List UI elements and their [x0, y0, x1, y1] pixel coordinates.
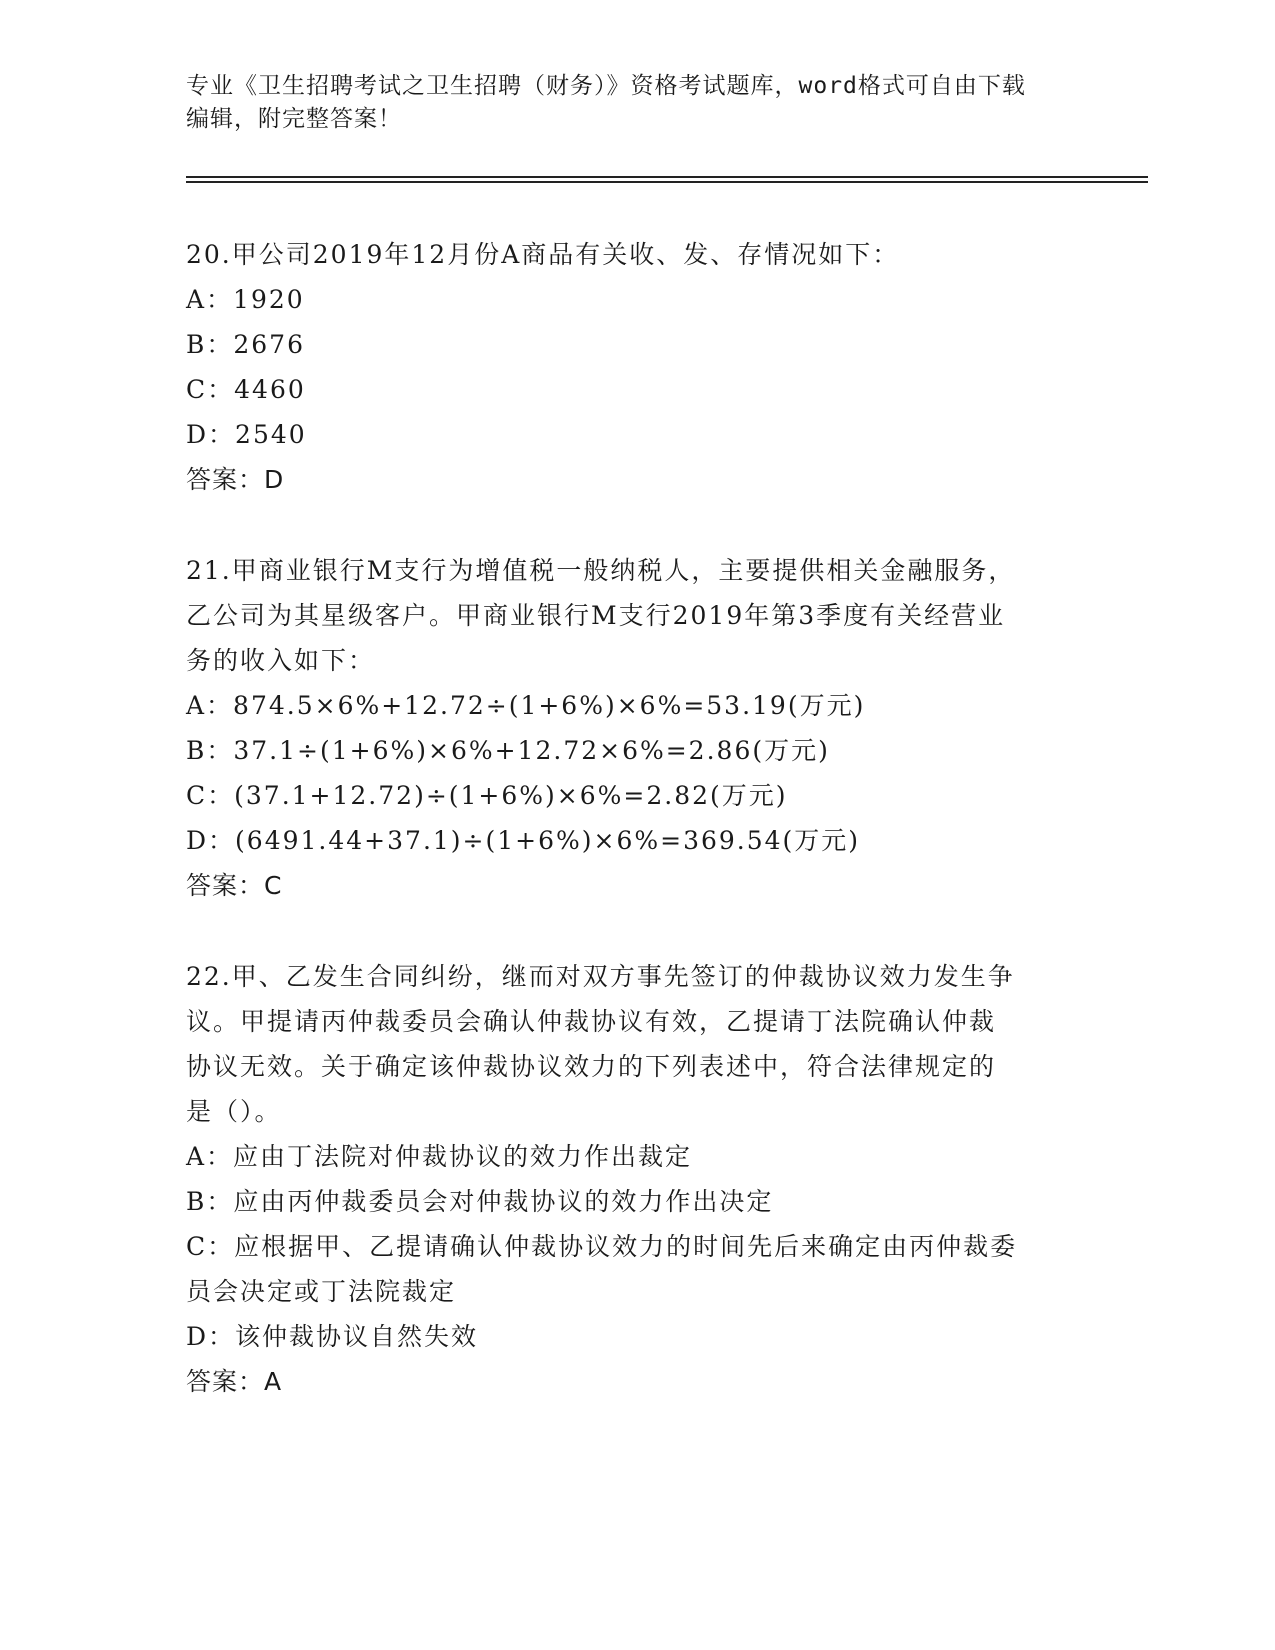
question-text: 21.甲商业银行M支行为增值税一般纳税人，主要提供相关金融服务， — [186, 556, 1016, 585]
option-d: D：2540 — [186, 420, 307, 449]
option-c: C：4460 — [186, 375, 306, 404]
question-block — [186, 548, 1086, 908]
option-d: D：该仲裁协议自然失效 — [186, 1322, 479, 1351]
option-a: A：1920 — [186, 285, 305, 314]
option-b: B：2676 — [186, 330, 305, 359]
question-text: 22.甲、乙发生合同纠纷，继而对双方事先签订的仲裁协议效力发生争 — [186, 962, 1015, 991]
header-line: 编辑，附完整答案！ — [186, 106, 402, 132]
question-text: 是（）。 — [186, 1097, 282, 1126]
option-a: A：应由丁法院对仲裁协议的效力作出裁定 — [186, 1142, 693, 1171]
answer-text: 答案：D — [186, 465, 285, 494]
header-divider — [186, 176, 1148, 178]
question-text: 协议无效。关于确定该仲裁协议效力的下列表述中，符合法律规定的 — [186, 1052, 997, 1081]
question-block — [186, 954, 1086, 1404]
option-c-continued: 员会决定或丁法院裁定 — [186, 1277, 457, 1306]
header-line: 专业《卫生招聘考试之卫生招聘（财务）》资格考试题库，word格式可自由下载 — [186, 73, 1026, 99]
option-b: B：37.1÷(1+6%)×6%+12.72×6%=2.86(万元) — [186, 736, 830, 765]
option-c: C：应根据甲、乙提请确认仲裁协议效力的时间先后来确定由丙仲裁委 — [186, 1232, 1018, 1261]
document-header — [186, 70, 1066, 136]
option-c: C：(37.1+12.72)÷(1+6%)×6%=2.82(万元) — [186, 781, 788, 810]
answer-text: 答案：A — [186, 1367, 283, 1396]
question-text: 20.甲公司2019年12月份A商品有关收、发、存情况如下： — [186, 240, 900, 269]
option-d: D：(6491.44+37.1)÷(1+6%)×6%=369.54(万元) — [186, 826, 861, 855]
option-b: B：应由丙仲裁委员会对仲裁协议的效力作出决定 — [186, 1187, 774, 1216]
question-list — [186, 232, 1086, 1404]
spacer — [186, 908, 1086, 954]
question-text: 乙公司为其星级客户。甲商业银行M支行2019年第3季度有关经营业 — [186, 601, 1006, 630]
option-a: A：874.5×6%+12.72÷(1+6%)×6%=53.19(万元) — [186, 691, 866, 720]
question-block — [186, 232, 1086, 502]
question-text: 务的收入如下： — [186, 646, 376, 675]
answer-text: 答案：C — [186, 871, 283, 900]
header-divider — [186, 181, 1148, 183]
spacer — [186, 502, 1086, 548]
question-text: 议。甲提请丙仲裁委员会确认仲裁协议有效，乙提请丁法院确认仲裁 — [186, 1007, 997, 1036]
